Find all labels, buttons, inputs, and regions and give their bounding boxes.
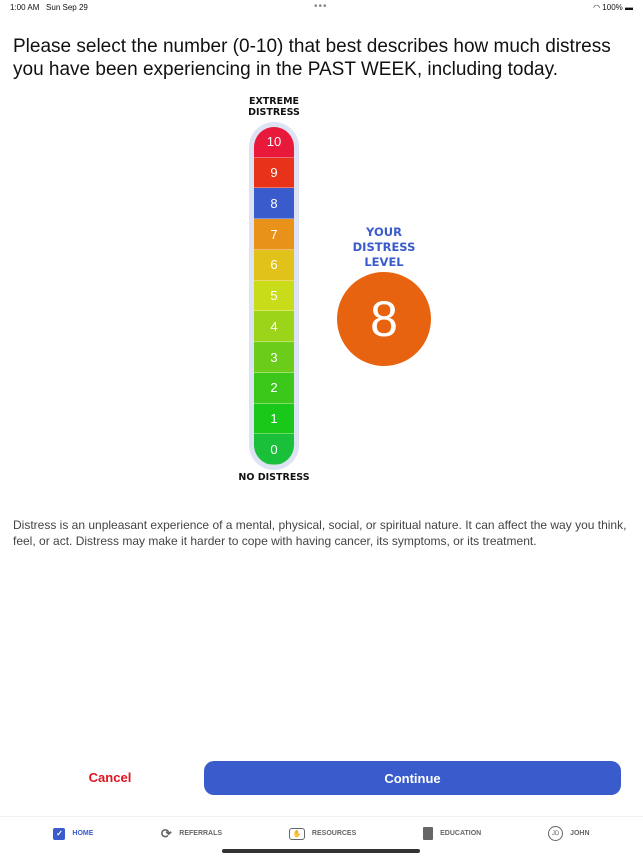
scale-level-2[interactable]: 2 xyxy=(254,373,294,404)
scale-level-0[interactable]: 0 xyxy=(254,434,294,465)
distress-scale xyxy=(254,127,294,465)
multitask-dots-icon[interactable]: ••• xyxy=(314,1,328,12)
cancel-button[interactable]: Cancel xyxy=(60,763,160,793)
clipboard-check-icon: ✓ xyxy=(53,828,65,840)
distress-level-circle: 8 xyxy=(337,272,431,366)
scale-level-4[interactable]: 4 xyxy=(254,311,294,342)
avatar: JD xyxy=(548,826,563,841)
home-indicator xyxy=(222,849,420,853)
scale-level-10[interactable]: 10 xyxy=(254,127,294,158)
scale-level-5[interactable]: 5 xyxy=(254,281,294,312)
description-text: Distress is an unpleasant experience of a mental, physical, social, or spiritual nature. It can affect the way you think, feel, or act. Distress may make it harder to cope with having cancer, its symptoms, or its treatment. xyxy=(13,518,627,548)
book-icon xyxy=(423,827,433,840)
status-battery: ◠ 100% ▬ xyxy=(593,3,633,12)
scale-bottom-label: NO DISTRESS xyxy=(238,472,310,483)
scale-level-6[interactable]: 6 xyxy=(254,250,294,281)
tab-education[interactable] xyxy=(423,827,481,840)
your-level-label: YOUR DISTRESS LEVEL xyxy=(352,225,416,269)
tab-home[interactable] xyxy=(53,828,93,840)
tab-referrals[interactable] xyxy=(160,825,223,841)
tab-john[interactable] xyxy=(548,826,589,841)
continue-button[interactable]: Continue xyxy=(204,761,621,795)
scale-level-7[interactable]: 7 xyxy=(254,219,294,250)
scale-level-3[interactable]: 3 xyxy=(254,342,294,373)
status-time: 1:00 AM Sun Sep 29 xyxy=(10,3,88,12)
tab-resources[interactable] xyxy=(289,828,356,840)
tab-bar xyxy=(0,816,643,850)
handshake-icon: ✋ xyxy=(289,828,305,840)
question-text: Please select the number (0-10) that best describes how much distress you have been experiencing in the PAST WEEK, including today. xyxy=(13,36,611,80)
scale-level-9[interactable]: 9 xyxy=(254,158,294,189)
scale-level-8[interactable]: 8 xyxy=(254,188,294,219)
tab-label: JOHN xyxy=(570,830,590,837)
tab-label: REFERRALS xyxy=(179,830,223,837)
refresh-icon: ⟳ xyxy=(160,825,172,841)
tab-label: HOME xyxy=(72,830,94,837)
scale-top-label: EXTREME DISTRESS xyxy=(248,96,300,118)
tab-label: RESOURCES xyxy=(311,830,357,837)
scale-level-1[interactable]: 1 xyxy=(254,404,294,435)
tab-label: EDUCATION xyxy=(440,830,482,837)
